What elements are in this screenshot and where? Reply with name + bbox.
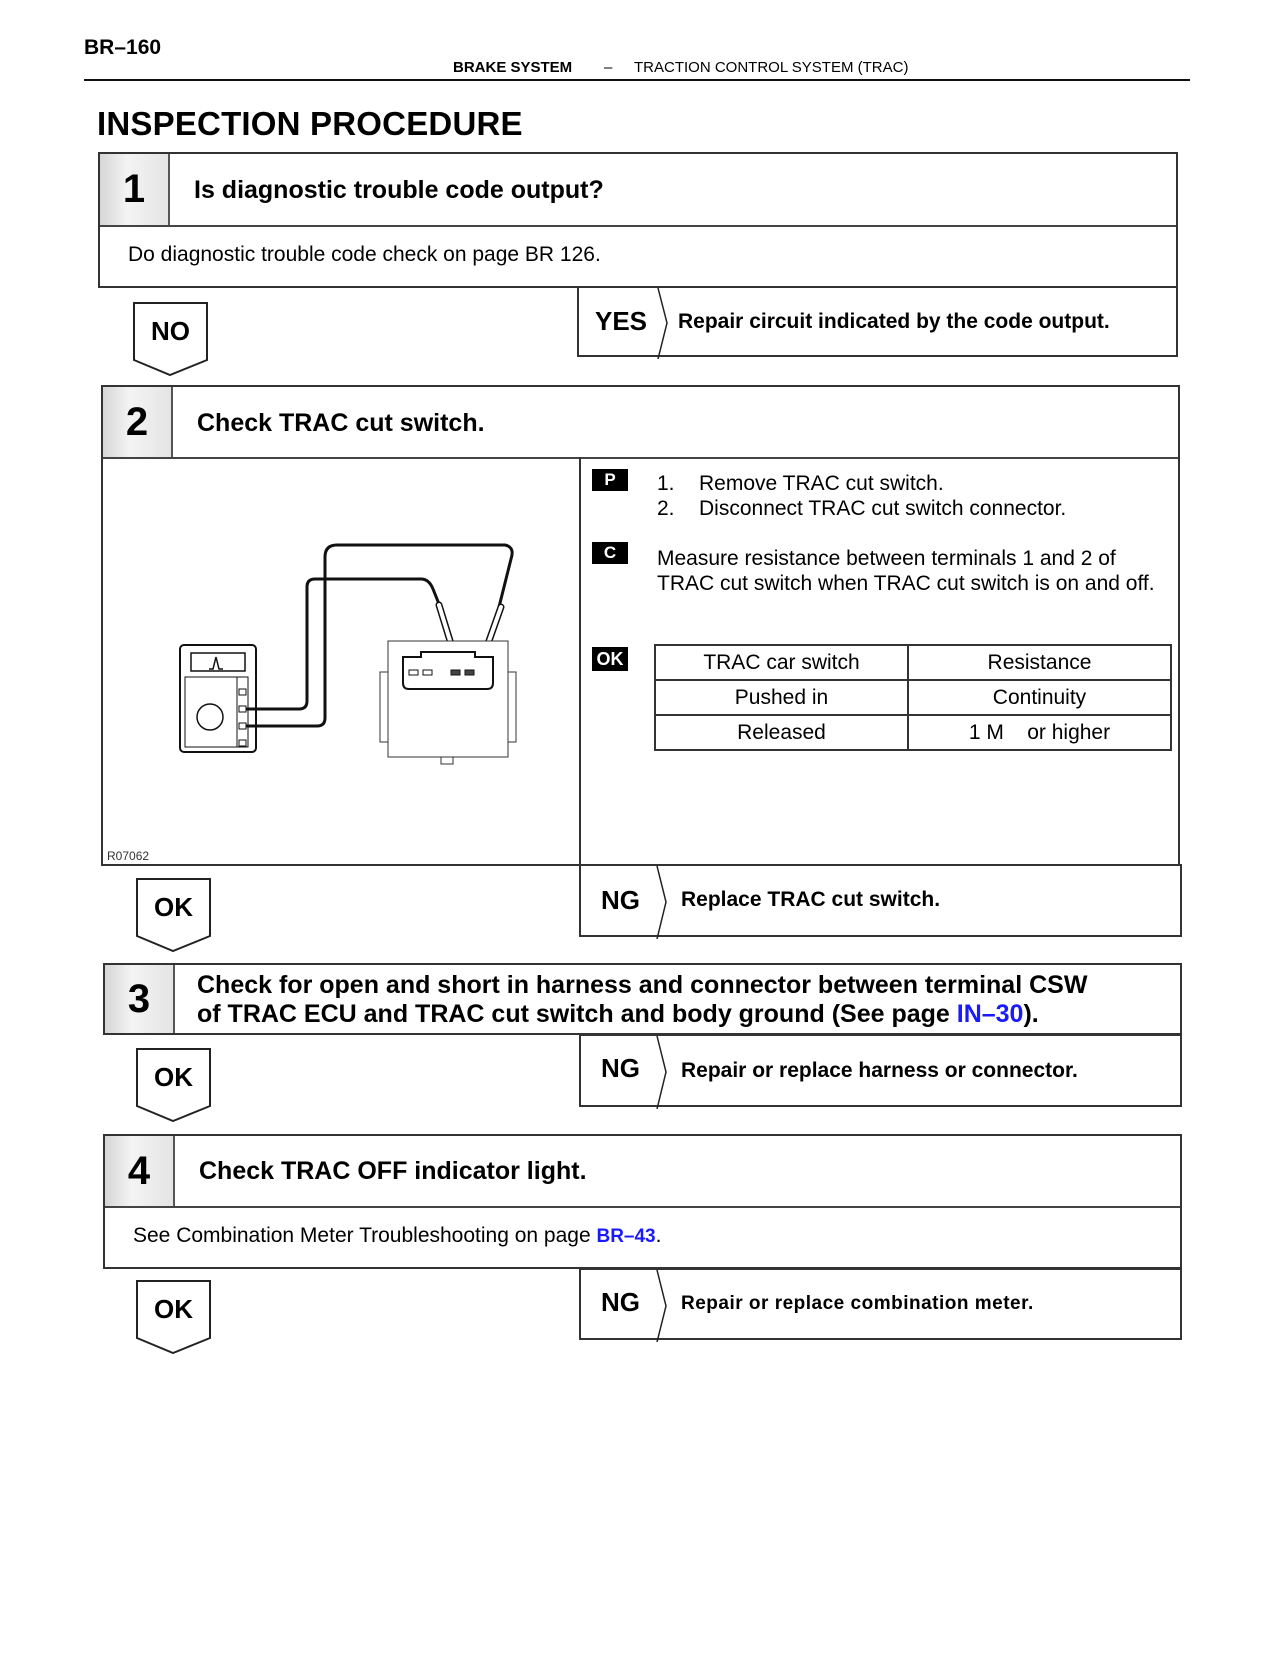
step-3-title-text: of TRAC ECU and TRAC cut switch and body ground (See page (197, 1000, 957, 1028)
step-2-title: Check TRAC cut switch. (197, 409, 485, 437)
table-cell: Continuity (908, 680, 1171, 715)
figure-id: R07062 (107, 849, 150, 863)
ok-badge: OK (592, 647, 628, 671)
step-4-body-text: See Combination Meter Troubleshooting on page (133, 1224, 597, 1247)
prep-step-1-text: Remove TRAC cut switch. (699, 472, 944, 495)
table-header: Resistance (908, 645, 1171, 680)
step-4-number: 4 (105, 1136, 175, 1206)
page-link-in-30[interactable]: IN–30 (956, 1000, 1024, 1028)
step-3-title-line-1: Check for open and short in harness and connector between terminal CSW (197, 971, 1088, 999)
step-4-body (133, 1224, 661, 1248)
table-cell: 1 M or higher (908, 715, 1171, 750)
step-3-number: 3 (105, 965, 175, 1033)
step-1-no-arrow (133, 302, 208, 376)
step-3-ng-branch (579, 1034, 1182, 1107)
step-1-yes-branch (577, 286, 1178, 357)
step-3-title-line-2 (197, 1000, 1168, 1029)
step-3-title-end: ). (1023, 1000, 1039, 1028)
step-3-ok-arrow (136, 1048, 211, 1122)
branch-code: NG (601, 1287, 640, 1317)
header-rule (84, 79, 1190, 81)
prep-badge: P (592, 469, 628, 491)
step-3-title (197, 971, 1168, 1029)
step-2-figure (103, 457, 581, 866)
prep-step-2-text: Disconnect TRAC cut switch connector. (699, 497, 1067, 520)
prep-step-1 (657, 471, 944, 496)
step-2-ng-branch (579, 864, 1182, 937)
check-badge: C (592, 542, 628, 564)
step-4-ng-branch (579, 1268, 1182, 1340)
branch-action: Repair or replace harness or connector. (681, 1059, 1078, 1082)
branch-action: Repair or replace combination meter. (681, 1293, 1034, 1314)
page-link-br-43[interactable]: BR–43 (596, 1226, 656, 1247)
step-2-box (101, 385, 1180, 866)
ohmmeter-connector-diagram-icon (103, 457, 579, 866)
page-title: INSPECTION PROCEDURE (97, 105, 523, 142)
branch-action: Replace TRAC cut switch. (681, 888, 941, 911)
subsection-name: TRACTION CONTROL SYSTEM (TRAC) (634, 59, 909, 76)
prep-step-2-num: 2. (657, 497, 675, 520)
branch-code: YES (595, 306, 648, 336)
resistance-spec-table (654, 644, 1172, 751)
table-row (655, 715, 1171, 750)
table-cell: Pushed in (655, 680, 908, 715)
table-header: TRAC car switch (655, 645, 908, 680)
step-2-continue-label: OK (154, 892, 193, 922)
step-4-ok-arrow (136, 1280, 211, 1354)
table-cell: Released (655, 715, 908, 750)
table-header-row (655, 645, 1171, 680)
step-2-ok-arrow (136, 878, 211, 952)
branch-code: NG (601, 1053, 640, 1083)
step-1-continue-label: NO (151, 316, 190, 346)
step-3-box (103, 963, 1182, 1035)
prep-step-2 (657, 496, 1066, 521)
step-4-title: Check TRAC OFF indicator light. (199, 1157, 587, 1185)
step-3-continue-label: OK (154, 1062, 193, 1092)
step-4-continue-label: OK (154, 1294, 193, 1324)
check-instruction: Measure resistance between terminals 1 and 2 of TRAC cut switch when TRAC cut switch is on and off. (657, 547, 1155, 595)
page-number: BR–160 (84, 36, 162, 59)
step-1-title: Is diagnostic trouble code output? (194, 176, 604, 204)
step-2-number: 2 (103, 387, 173, 457)
section-name: BRAKE SYSTEM (453, 59, 573, 76)
step-1-box (98, 152, 1178, 288)
step-1-number: 1 (100, 154, 170, 225)
header-separator: – (604, 59, 613, 76)
step-4-header (105, 1136, 1180, 1208)
prep-step-1-num: 1. (657, 472, 675, 495)
step-1-body: Do diagnostic trouble code check on page BR 126. (128, 243, 601, 266)
step-4-body-end: . (655, 1224, 662, 1247)
step-1-header (100, 154, 1176, 227)
table-row (655, 680, 1171, 715)
step-4-box (103, 1134, 1182, 1269)
step-2-header (103, 387, 1178, 459)
branch-action: Repair circuit indicated by the code output. (678, 310, 1110, 333)
branch-code: NG (601, 885, 640, 915)
